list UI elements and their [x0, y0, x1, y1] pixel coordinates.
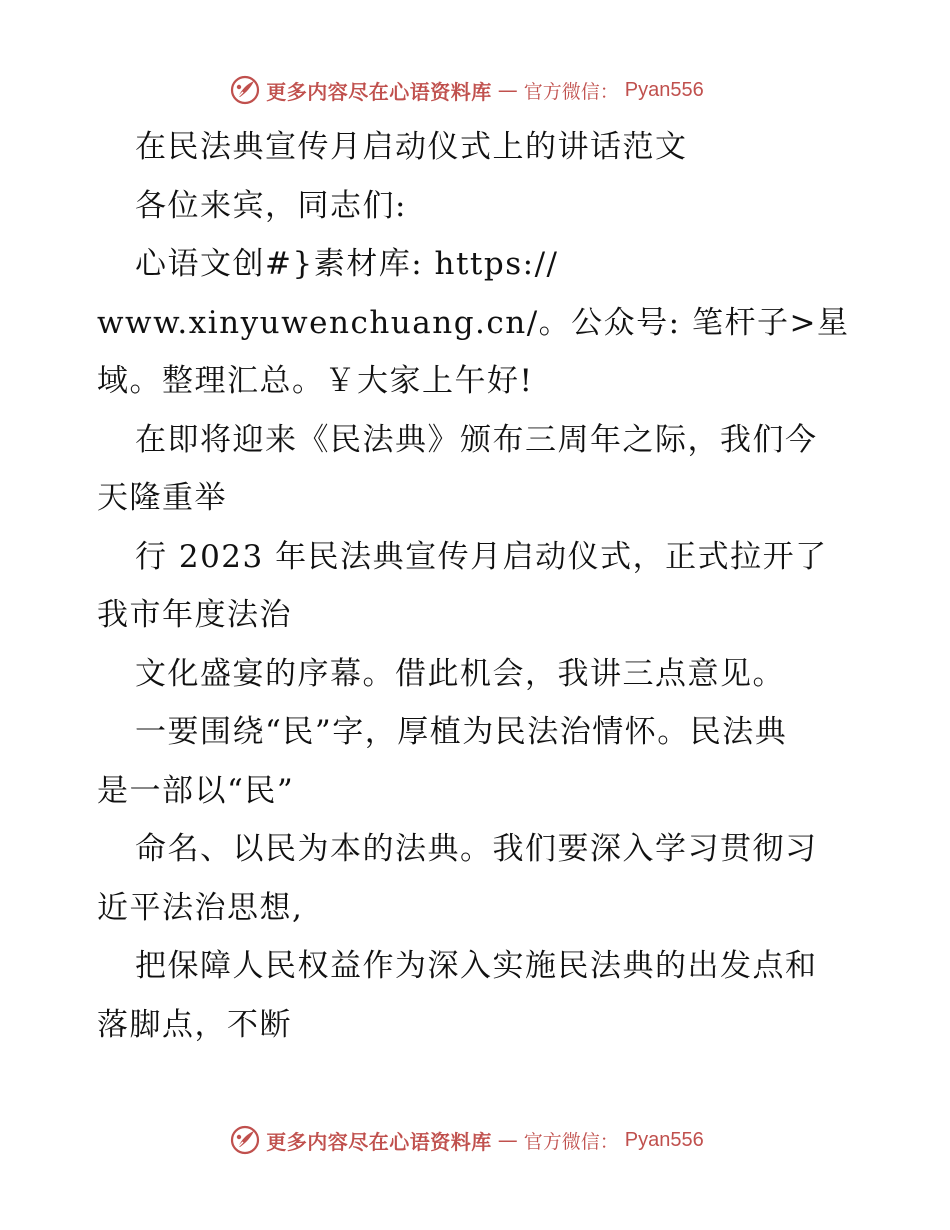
text-line: 天隆重举	[97, 480, 227, 516]
header-banner-wechat-id: Pyan556	[624, 78, 704, 101]
footer-banner-wechat-label: 官方微信：	[523, 1130, 619, 1153]
text-line: 近平法治思想,	[97, 889, 304, 926]
header-banner	[0, 70, 950, 110]
footer-banner-separator: —	[497, 1128, 518, 1152]
header-banner-wechat-label: 官方微信：	[523, 80, 619, 103]
text-line: www.xinyuwenchuang.cn/。公众号: 笔杆子>星	[97, 304, 850, 341]
text-line: 把保障人民权益作为深入实施民法典的出发点和	[135, 948, 818, 984]
text-line: 域。整理汇总。￥大家上午好!	[97, 363, 534, 399]
text-line: 文化盛宴的序幕。借此机会，我讲三点意见。	[135, 655, 785, 692]
document-body	[97, 118, 867, 1054]
text-line: 落脚点，不断	[97, 1006, 292, 1043]
feather-quill-logo-icon	[230, 75, 260, 105]
text-line: 各位来宾，同志们:	[135, 187, 407, 224]
header-banner-text: 更多内容尽在心语资料库	[266, 79, 492, 104]
footer-banner	[0, 1120, 950, 1160]
feather-quill-logo-icon	[230, 1125, 260, 1155]
text-line: 命名、以民为本的法典。我们要深入学习贯彻习	[135, 831, 818, 867]
text-line: 行 2023 年民法典宣传月启动仪式，正式拉开了	[135, 538, 828, 575]
header-banner-inner	[230, 75, 703, 105]
footer-banner-inner	[230, 1125, 703, 1155]
document-title: 在民法典宣传月启动仪式上的讲话范文	[135, 129, 688, 165]
header-banner-separator: —	[497, 78, 518, 102]
footer-banner-text: 更多内容尽在心语资料库	[266, 1129, 492, 1154]
text-line: 心语文创#}素材库: https://	[135, 246, 559, 282]
text-line: 是一部以“民”	[97, 772, 295, 809]
text-line: 一要围绕“民”字，厚植为民法治情怀。民法典	[135, 714, 788, 750]
text-line: 我市年度法治	[97, 597, 292, 633]
footer-banner-wechat-id: Pyan556	[624, 1128, 704, 1151]
text-line: 在即将迎来《民法典》颁布三周年之际，我们今	[135, 421, 818, 458]
